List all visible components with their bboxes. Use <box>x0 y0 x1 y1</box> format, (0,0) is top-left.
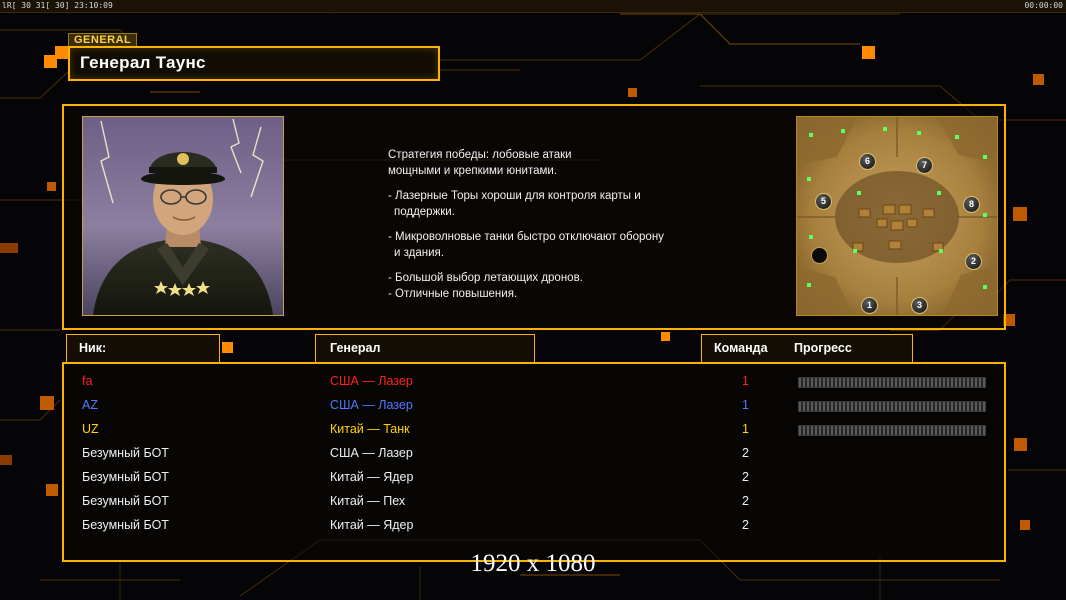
map-resource-dot <box>807 177 811 181</box>
row-general: США — Лазер <box>330 446 413 460</box>
map-start-6: 6 <box>859 153 876 170</box>
desc-bullet-3: - Большой выбор летающих дронов. <box>388 272 583 284</box>
table-row[interactable] <box>64 418 1004 442</box>
header-bullet-marker-2 <box>661 332 670 341</box>
table-row[interactable] <box>64 442 1004 466</box>
map-start-3: 3 <box>911 297 928 314</box>
map-start-1: 1 <box>861 297 878 314</box>
header-general-box <box>315 334 535 364</box>
map-preview[interactable] <box>796 116 998 316</box>
header-team-box <box>701 334 913 364</box>
row-team: 1 <box>742 422 749 436</box>
row-team: 2 <box>742 446 749 460</box>
desc-bullet-1b: поддержки. <box>394 206 455 218</box>
map-resource-dot <box>983 285 987 289</box>
row-nick: Безумный БОТ <box>82 470 169 484</box>
row-nick: Безумный БОТ <box>82 518 169 532</box>
row-team: 1 <box>742 374 749 388</box>
map-start-5: 5 <box>815 193 832 210</box>
general-portrait <box>82 116 284 316</box>
general-info-panel <box>62 104 1006 330</box>
row-nick: UZ <box>82 422 99 436</box>
map-resource-dot <box>937 191 941 195</box>
table-row[interactable] <box>64 490 1004 514</box>
map-resource-dot <box>809 235 813 239</box>
row-nick: Безумный БОТ <box>82 446 169 460</box>
row-general: Китай — Ядер <box>330 470 414 484</box>
row-progress-bar <box>798 425 986 436</box>
desc-line-2: мощными и крепкими юнитами. <box>388 165 558 177</box>
map-resource-dot <box>883 127 887 131</box>
row-general: Китай — Танк <box>330 422 410 436</box>
map-start-2: 2 <box>965 253 982 270</box>
map-resource-dot <box>807 283 811 287</box>
row-progress-bar <box>798 377 986 388</box>
row-general: Китай — Пех <box>330 494 406 508</box>
header-nick-label: Ник: <box>79 341 107 355</box>
row-team: 2 <box>742 470 749 484</box>
general-tag-label: GENERAL <box>68 33 137 48</box>
row-general: США — Лазер <box>330 398 413 412</box>
row-team: 2 <box>742 518 749 532</box>
table-row[interactable] <box>64 394 1004 418</box>
header-progress-label: Прогресс <box>794 341 852 355</box>
session-timestamp: lR[ 30 31[ 30] 23:10:09 <box>2 1 113 10</box>
top-status-bar <box>0 0 1066 13</box>
map-resource-dot <box>917 131 921 135</box>
desc-bullet-2b: и здания. <box>394 247 444 259</box>
desc-bullet-4: - Отличные повышения. <box>388 288 518 300</box>
desc-bullet-2: - Микроволновые танки быстро отключают оборону <box>388 231 664 243</box>
header-general-label: Генерал <box>330 341 381 355</box>
page-title: Генерал Таунс <box>80 53 206 72</box>
row-progress-bar <box>798 401 986 412</box>
map-start-empty <box>811 247 828 264</box>
desc-line-1: Стратегия победы: лобовые атаки <box>388 149 572 161</box>
player-list-panel <box>62 362 1006 562</box>
general-name-box <box>68 46 440 81</box>
map-start-7: 7 <box>916 157 933 174</box>
header-team-label: Команда <box>714 341 768 355</box>
map-terrain <box>797 117 997 315</box>
desc-bullet-1: - Лазерные Торы хороши для контроля карты и <box>388 190 641 202</box>
map-resource-dot <box>853 249 857 253</box>
map-resource-dot <box>955 135 959 139</box>
map-resource-dot <box>983 213 987 217</box>
row-nick: AZ <box>82 398 98 412</box>
map-resource-dot <box>841 129 845 133</box>
map-resource-dot <box>809 133 813 137</box>
table-row[interactable] <box>64 514 1004 538</box>
row-general: США — Лазер <box>330 374 413 388</box>
table-row[interactable] <box>64 466 1004 490</box>
header-bullet-marker <box>222 342 233 353</box>
row-nick: Безумный БОТ <box>82 494 169 508</box>
general-description <box>388 148 778 303</box>
map-resource-dot <box>857 191 861 195</box>
game-clock: 00:00:00 <box>1024 1 1063 10</box>
row-general: Китай — Ядер <box>330 518 414 532</box>
map-resource-dot <box>939 249 943 253</box>
table-row[interactable] <box>64 370 1004 394</box>
map-resource-dot <box>983 155 987 159</box>
row-nick: fa <box>82 374 93 388</box>
resolution-label: 1920 x 1080 <box>470 550 596 577</box>
row-team: 1 <box>742 398 749 412</box>
header-nick-box <box>66 334 220 364</box>
name-bullet-marker <box>44 55 57 68</box>
map-start-8: 8 <box>963 196 980 213</box>
row-team: 2 <box>742 494 749 508</box>
